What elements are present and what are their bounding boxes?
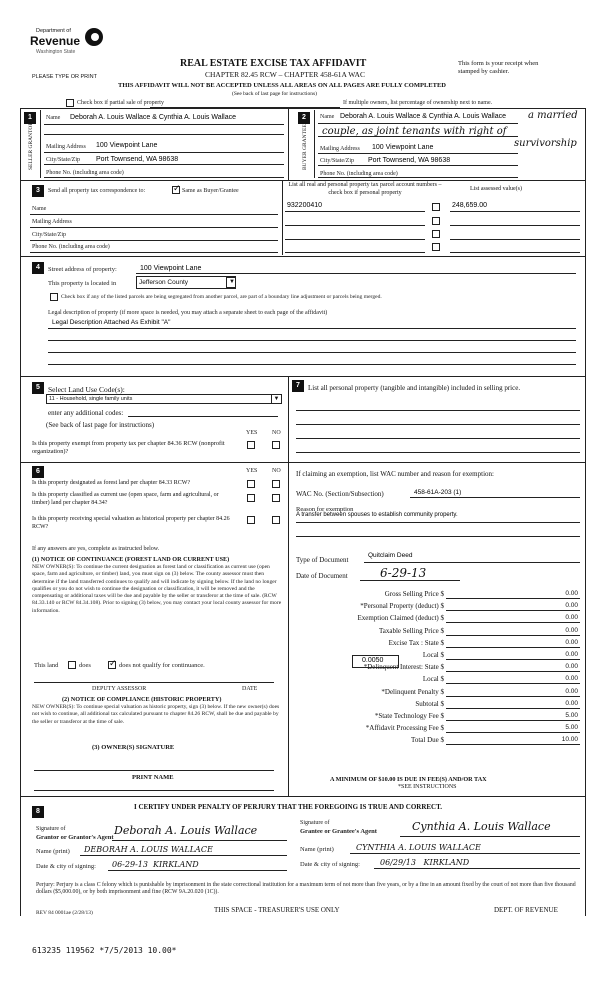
historic-question: Is this property receiving special valuation as historical property per chapter 84.26 RCW? [32, 516, 230, 530]
grantee-sig-label1: Signature of [300, 820, 330, 826]
s3-name-label: Name [32, 206, 47, 212]
if-any-yes: If any answers are yes, complete as instructed below. [32, 546, 160, 552]
grantor-sig-label2: Grantor or Grantor's Agent [36, 834, 114, 841]
this-land-label: This land [34, 662, 59, 669]
dor-logo-line2: Revenue [30, 34, 81, 48]
tax-row-line [446, 635, 580, 636]
grantor-date-label: Date & city of signing: [36, 863, 96, 870]
same-as-buyer-checkbox[interactable] [172, 186, 180, 194]
s3-mailing-label: Mailing Address [32, 219, 72, 225]
seller-city-label: City/State/Zip [46, 157, 80, 163]
minimum-note: A MINIMUM OF $10.00 IS DUE IN FEE(S) AND/OR TAX [330, 776, 487, 783]
grantor-sig-label1: Signature of [36, 826, 66, 832]
notice1-text: NEW OWNER(S): To continue the current designation as forest land or classification as current use (open space, farm and agriculture, or timber) land, you must sign on (3) below. The county assessor must then determine if the land transferred continues to qualify and will indicate by signing below. If the land no longer qualifies or you do not wish to continue the designation or classification, it will be removed and the compensating or additional taxes will be due and payable by the seller or transferor at the time of sale. (RCW 84.33.140 or RCW 84.34.108). Prior to signing (3) below, you may contact your local county assessor for more information. [32, 564, 282, 614]
historic-yes-checkbox[interactable] [247, 516, 255, 524]
additional-codes-label: enter any additional codes: [48, 409, 124, 417]
tax-row-value[interactable]: 0.00 [565, 687, 578, 695]
grantee-name[interactable]: CYNTHIA A. LOUIS WALLACE [356, 843, 481, 852]
does-label: does [79, 662, 91, 669]
s5-no: NO [272, 430, 281, 436]
tax-row-value[interactable]: 5.00 [565, 712, 578, 719]
tax-row-line [446, 598, 580, 599]
current-use-question: Is this property classified as current use (open space, farm and agricultural, or timber) land per chapter 84.34? [32, 492, 219, 506]
dor-logo-line1: Department of [36, 28, 71, 34]
tax-row-label: Excise Tax : State $ [388, 638, 444, 647]
current-use-no-checkbox[interactable] [272, 494, 280, 502]
form-title: REAL ESTATE EXCISE TAX AFFIDAVIT [180, 58, 367, 69]
seller-phone-label: Phone No. (including area code) [46, 170, 124, 176]
s5-see-back: (See back of last page for instructions) [46, 421, 155, 429]
send-correspondence-label: Send all property tax correspondence to: [48, 188, 146, 194]
section-1-number: 1 [24, 112, 36, 124]
doc-date-label: Date of Document [296, 572, 348, 580]
dept-of-revenue: DEPT. OF REVENUE [494, 906, 558, 914]
forest-no-checkbox[interactable] [272, 480, 280, 488]
grantee-date-label: Date & city of signing: [300, 861, 360, 868]
assessed-header: List assessed value(s) [470, 186, 522, 192]
treasurer-use: THIS SPACE - TREASURER'S USE ONLY [214, 906, 340, 914]
tax-row-label: Subtotal $ [415, 699, 444, 708]
s6-yes: YES [246, 468, 258, 474]
tax-row-line [446, 671, 580, 672]
owner-signature-label: (3) OWNER(S) SIGNATURE [92, 744, 175, 751]
section-5-number: 5 [32, 382, 44, 394]
partial-sale-label: Check box if partial sale of property [77, 100, 164, 106]
print-note: PLEASE TYPE OR PRINT [32, 74, 98, 80]
street-label: Street address of property: [48, 266, 117, 273]
grantee-sig-label2: Grantee or Grantee's Agent [300, 828, 377, 835]
personal-property-checkbox-2[interactable] [432, 217, 440, 225]
county-dropdown-icon[interactable]: ▼ [226, 277, 236, 288]
tax-row-line [446, 744, 580, 745]
tax-row-label: *Delinquent Penalty $ [381, 687, 444, 696]
buyer-city-label: City/State/Zip [320, 158, 354, 164]
exempt-question: Is this property exempt from property tax per chapter 84.36 RCW (nonprofit organization)? [32, 440, 225, 455]
tax-row-value[interactable]: 0.00 [565, 614, 578, 622]
grantee-signature[interactable]: Cynthia A. Louis Wallace [412, 820, 551, 833]
wac-value[interactable]: 458-61A-203 (1) [414, 489, 462, 496]
county-label: This property is located in [48, 280, 117, 287]
segregation-label: Check box if any of the listed parcels are being segregated from another parcel, are part of a boundary line adjustment or parcels being merged. [61, 294, 382, 300]
does-not-checkbox[interactable] [108, 661, 116, 669]
land-use-dropdown-icon[interactable]: ▼ [271, 395, 281, 403]
forest-question: Is this property designated as forest land per chapter 84.33 RCW? [32, 480, 191, 486]
land-use-label: Select Land Use Code(s): [48, 385, 125, 394]
doc-type-value[interactable]: Quitclaim Deed [368, 552, 413, 559]
multiple-owners-label: If multiple owners, list percentage of ownership next to name. [343, 100, 493, 106]
doc-date-value[interactable]: 6-29-13 [380, 566, 427, 580]
tax-row-label: *State Technology Fee $ [374, 712, 444, 720]
grantee-name-label: Name (print) [300, 846, 334, 853]
does-checkbox[interactable] [68, 661, 76, 669]
tax-row-label: Total Due $ [411, 736, 444, 745]
legal-description-value[interactable]: Legal Description Attached As Exhibit "A" [52, 319, 171, 326]
buyer-side-label: BUYER GRANTEE [302, 124, 308, 170]
account-number-1[interactable]: 932200410 [287, 202, 323, 209]
deputy-date-label: DATE [242, 686, 258, 692]
tax-row-line [446, 696, 580, 697]
grantor-date[interactable]: 06-29-13 KIRKLAND [112, 860, 199, 869]
tax-row-value[interactable]: 0.00 [565, 590, 578, 597]
local-rate-value: 0.0050 [362, 657, 384, 664]
buyer-handwritten-3: survivorship [514, 138, 577, 149]
same-as-buyer-label: Same as Buyer/Grantee [182, 188, 239, 194]
tax-row-label: Exemption Claimed (deduct) $ [357, 614, 444, 623]
s3-phone-label: Phone No. (including area code) [32, 244, 110, 250]
exemption-claim-label: If claiming an exemption, list WAC number and reason for exemption: [296, 470, 494, 478]
notice1-title: (1) NOTICE OF CONTINUANCE (FOREST LAND OR CURRENT USE) [32, 556, 230, 563]
exempt-no-checkbox[interactable] [272, 441, 280, 449]
tax-row-line [446, 659, 580, 660]
forest-yes-checkbox[interactable] [247, 480, 255, 488]
buyer-handwritten-2: couple, as joint tenants with right of [322, 126, 507, 137]
tax-row-value[interactable]: 0.00 [565, 699, 578, 707]
current-use-yes-checkbox[interactable] [247, 494, 255, 502]
tax-row-label: Local $ [422, 675, 444, 684]
seller-name[interactable]: Deborah A. Louis Wallace & Cynthia A. Louis Wallace [70, 114, 237, 121]
tax-row-label: Taxable Selling Price $ [378, 626, 444, 635]
tax-row-label: *Delinquent Interest: State $ [363, 663, 444, 672]
s6-no: NO [272, 468, 281, 474]
land-use-select[interactable] [46, 394, 282, 404]
land-use-value: 11 - Household, single family units [49, 396, 133, 402]
seller-mailing-label: Mailing Address [46, 144, 86, 150]
tax-row-label: Gross Selling Price $ [384, 590, 444, 598]
tax-row-value[interactable]: 0.00 [565, 638, 578, 646]
personal-property-checkbox-3[interactable] [432, 230, 440, 238]
buyer-mailing[interactable]: 100 Viewpoint Lane [372, 144, 434, 151]
section-6-number: 6 [32, 466, 44, 478]
assessed-value-1[interactable]: 248,659.00 [452, 202, 488, 209]
warning-line: THIS AFFIDAVIT WILL NOT BE ACCEPTED UNLESS ALL AREAS ON ALL PAGES ARE FULLY COMPLETED [118, 82, 446, 89]
grantor-name-label: Name (print) [36, 848, 70, 855]
buyer-phone-label: Phone No. (including area code) [320, 171, 398, 177]
seller-side-label: SELLER GRANTOR [28, 121, 34, 170]
does-not-label: does not qualify for continuance. [119, 662, 205, 669]
personal-property-text: List all personal property (tangible and intangible) included in selling price. [308, 384, 521, 392]
form-number: REV 84 0001ae (2/28/13) [36, 910, 93, 916]
section-8-number: 8 [32, 806, 44, 818]
section-4-number: 4 [32, 262, 44, 274]
grantee-date[interactable]: 06/29/13 KIRKLAND [380, 858, 470, 867]
accounts-header: List all real and personal property tax parcel account numbers – check box if personal property [288, 182, 442, 196]
seller-name-label: Name [46, 115, 61, 121]
exempt-yes-checkbox[interactable] [247, 441, 255, 449]
dor-logo-line3: Washington State [36, 49, 76, 55]
notice2-text: NEW OWNER(S): To continue special valuation as historic property, sign (3) below. If the new owner(s) does not wish to continue, all additional tax calculated pursuant to chapter 84.26 RCW, shall be due and payable by the seller or transferor at the time of sale. [32, 704, 280, 725]
tax-row-label: Local $ [422, 651, 444, 659]
doc-type-label: Type of Document [296, 556, 349, 564]
s3-city-label: City/State/Zip [32, 232, 66, 238]
certify-text: I CERTIFY UNDER PENALTY OF PERJURY THAT THE FOREGOING IS TRUE AND CORRECT. [134, 803, 443, 811]
print-name-label: PRINT NAME [132, 774, 174, 781]
tax-row-line [446, 622, 580, 623]
tax-row-line [446, 683, 580, 684]
seller-mailing[interactable]: 100 Viewpoint Lane [96, 142, 158, 149]
section-2-number: 2 [298, 112, 310, 124]
tax-row-label: *Personal Property (deduct) $ [360, 602, 444, 611]
tax-row-value[interactable]: 0.00 [565, 626, 578, 634]
section-7-number: 7 [292, 380, 304, 392]
tax-row-value[interactable]: 10.00 [561, 736, 578, 744]
tax-row-value[interactable]: 0.00 [565, 651, 578, 658]
tax-row-value[interactable]: 0.00 [565, 663, 578, 671]
buyer-city[interactable]: Port Townsend, WA 98638 [368, 157, 451, 164]
county-select[interactable] [136, 276, 236, 289]
s5-yes: YES [246, 430, 258, 436]
tax-row-value[interactable]: 0.00 [565, 602, 578, 610]
historic-no-checkbox[interactable] [272, 516, 280, 524]
buyer-name[interactable]: Deborah A. Louis Wallace & Cynthia A. Louis Wallace [340, 113, 507, 120]
tax-row-value[interactable]: 0.00 [565, 675, 578, 683]
seller-city[interactable]: Port Townsend, WA 98638 [96, 156, 179, 163]
deputy-assessor-label: DEPUTY ASSESSOR [92, 686, 147, 692]
reason-value[interactable]: A transfer between spouses to establish community property. [296, 512, 458, 518]
receipt-note: This form is your receipt when stamped by cashier. [458, 60, 539, 75]
street-address[interactable]: 100 Viewpoint Lane [140, 265, 202, 272]
tax-row-line [446, 720, 580, 721]
segregation-checkbox[interactable] [50, 293, 58, 301]
reason-label: Reason for exemption [296, 506, 354, 513]
buyer-name-label: Name [320, 114, 335, 120]
perjury-text: Perjury: Perjury is a class C felony which is punishable by imprisonment in the state correctional institution for a maximum term of not more than five years, or by a fine in an amount fixed by the court of not more than five thousand dollars ($5,000.00), or by both imprisonment and fine (RCW 9A.20.020 (1C)). [36, 882, 576, 896]
tax-row-label: *Affidavit Processing Fee $ [365, 724, 444, 733]
legal-description-label: Legal description of property (if more space is needed, you may attach a separate sheet to each page of the affidavit) [48, 310, 328, 316]
back-note: (See back of last page for instructions) [232, 91, 317, 97]
form-chapter: CHAPTER 82.45 RCW – CHAPTER 458-61A WAC [205, 70, 365, 79]
notice2-title: (2) NOTICE OF COMPLIANCE (HISTORIC PROPERTY) [62, 696, 222, 703]
wac-label: WAC No. (Section/Subsection) [296, 490, 384, 498]
tax-row-value[interactable]: 5.00 [565, 724, 578, 732]
section-3-number: 3 [32, 185, 44, 197]
tax-row-line [446, 647, 580, 648]
county-value: Jefferson County [139, 279, 189, 286]
tax-row-line [446, 732, 580, 733]
tax-row-line [446, 708, 580, 709]
buyer-mailing-label: Mailing Address [320, 146, 360, 152]
partial-sale-checkbox[interactable] [66, 99, 74, 107]
grantor-signature[interactable]: Deborah A. Louis Wallace [114, 824, 258, 837]
tax-row-line [446, 610, 580, 611]
cashier-stamp: 613235 119562 *7/5/2013 10.00* [32, 946, 177, 955]
personal-property-checkbox-1[interactable] [432, 203, 440, 211]
dor-logo-mark-icon [85, 28, 103, 46]
personal-property-checkbox-4[interactable] [432, 243, 440, 251]
grantor-name[interactable]: DEBORAH A. LOUIS WALLACE [84, 845, 213, 854]
see-instructions: *SEE INSTRUCTIONS [398, 784, 457, 790]
dor-logo [30, 28, 105, 64]
buyer-handwritten-1: a married [528, 110, 578, 121]
